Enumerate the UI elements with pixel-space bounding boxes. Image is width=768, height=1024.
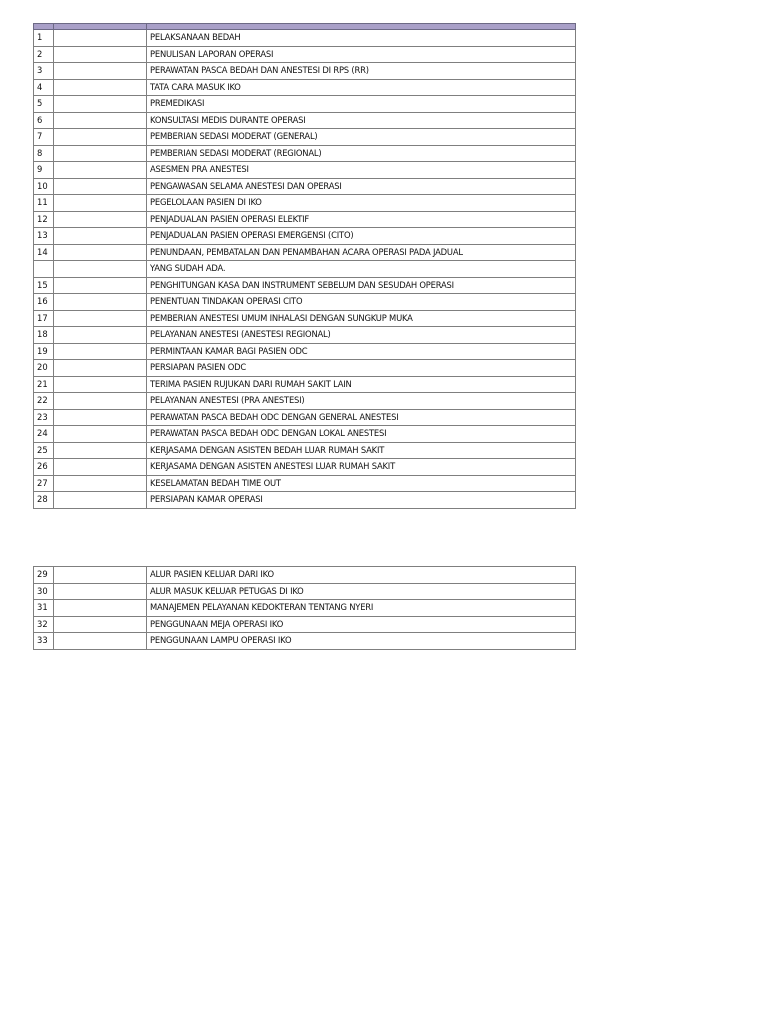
table-row — [34, 145, 576, 162]
empty-cell — [54, 583, 147, 600]
row-number-cell: 31 — [34, 600, 54, 617]
empty-cell — [54, 567, 147, 584]
procedure-title-cell: PENGGUNAAN LAMPU OPERASI IKO — [147, 633, 576, 650]
procedure-title-cell: PEMBERIAN SEDASI MODERAT (GENERAL) — [147, 129, 576, 146]
empty-cell — [54, 327, 147, 344]
empty-cell — [54, 46, 147, 63]
table-row — [34, 633, 576, 650]
empty-cell — [54, 261, 147, 278]
row-number-cell: 5 — [34, 96, 54, 113]
procedure-title-cell: KONSULTASI MEDIS DURANTE OPERASI — [147, 112, 576, 129]
procedure-table-1-body — [34, 24, 576, 509]
empty-cell — [54, 178, 147, 195]
row-number-cell: 7 — [34, 129, 54, 146]
procedure-table-2-body — [34, 567, 576, 650]
procedure-title-cell: PEGELOLAAN PASIEN DI IKO — [147, 195, 576, 212]
row-number-cell: 8 — [34, 145, 54, 162]
table-row — [34, 63, 576, 80]
procedure-title-cell: PENGGUNAAN MEJA OPERASI IKO — [147, 616, 576, 633]
empty-cell — [54, 145, 147, 162]
table-row — [34, 343, 576, 360]
row-number-cell: 2 — [34, 46, 54, 63]
procedure-title-cell: PERSIAPAN PASIEN ODC — [147, 360, 576, 377]
table-row — [34, 475, 576, 492]
empty-cell — [54, 244, 147, 261]
empty-cell — [54, 96, 147, 113]
row-number-cell: 20 — [34, 360, 54, 377]
row-number-cell: 14 — [34, 244, 54, 261]
empty-cell — [54, 393, 147, 410]
row-number-cell — [34, 261, 54, 278]
procedure-title-cell: PERAWATAN PASCA BEDAH DAN ANESTESI DI RPS (RR) — [147, 63, 576, 80]
table-row — [34, 492, 576, 509]
row-number-cell: 9 — [34, 162, 54, 179]
table-row — [34, 112, 576, 129]
empty-cell — [54, 79, 147, 96]
table-row — [34, 46, 576, 63]
table-row — [34, 393, 576, 410]
empty-cell — [54, 112, 147, 129]
row-number-cell: 23 — [34, 409, 54, 426]
table-row — [34, 96, 576, 113]
table-row — [34, 129, 576, 146]
row-number-cell: 10 — [34, 178, 54, 195]
empty-cell — [54, 310, 147, 327]
empty-cell — [54, 426, 147, 443]
empty-cell — [54, 30, 147, 47]
procedure-title-cell: PERMINTAAN KAMAR BAGI PASIEN ODC — [147, 343, 576, 360]
procedure-title-cell: PELAKSANAAN BEDAH — [147, 30, 576, 47]
row-number-cell: 16 — [34, 294, 54, 311]
procedure-title-cell: PENGAWASAN SELAMA ANESTESI DAN OPERASI — [147, 178, 576, 195]
empty-cell — [54, 294, 147, 311]
procedure-title-cell: PENJADUALAN PASIEN OPERASI EMERGENSI (CITO) — [147, 228, 576, 245]
table-row — [34, 178, 576, 195]
empty-cell — [54, 376, 147, 393]
table-row — [34, 244, 576, 261]
row-number-cell: 19 — [34, 343, 54, 360]
empty-cell — [54, 162, 147, 179]
empty-cell — [54, 343, 147, 360]
procedure-title-cell: ASESMEN PRA ANESTESI — [147, 162, 576, 179]
procedure-title-cell: PELAYANAN ANESTESI (PRA ANESTESI) — [147, 393, 576, 410]
row-number-cell: 1 — [34, 30, 54, 47]
procedure-table-1 — [33, 23, 576, 509]
table-row — [34, 261, 576, 278]
empty-cell — [54, 600, 147, 617]
table-row — [34, 459, 576, 476]
procedure-title-cell: TATA CARA MASUK IKO — [147, 79, 576, 96]
row-number-cell: 30 — [34, 583, 54, 600]
procedure-title-cell: ALUR MASUK KELUAR PETUGAS DI IKO — [147, 583, 576, 600]
procedure-title-cell: PEMBERIAN SEDASI MODERAT (REGIONAL) — [147, 145, 576, 162]
table-row — [34, 211, 576, 228]
procedure-title-cell: PENUNDAAN, PEMBATALAN DAN PENAMBAHAN ACARA OPERASI PADA JADUAL — [147, 244, 576, 261]
procedure-title-cell: ALUR PASIEN KELUAR DARI IKO — [147, 567, 576, 584]
row-number-cell: 18 — [34, 327, 54, 344]
row-number-cell: 12 — [34, 211, 54, 228]
procedure-title-cell: TERIMA PASIEN RUJUKAN DARI RUMAH SAKIT LAIN — [147, 376, 576, 393]
table-row — [34, 426, 576, 443]
procedure-title-cell: PELAYANAN ANESTESI (ANESTESI REGIONAL) — [147, 327, 576, 344]
table-row — [34, 360, 576, 377]
empty-cell — [54, 129, 147, 146]
empty-cell — [54, 475, 147, 492]
row-number-cell: 3 — [34, 63, 54, 80]
row-number-cell: 15 — [34, 277, 54, 294]
table-row — [34, 583, 576, 600]
empty-cell — [54, 442, 147, 459]
empty-cell — [54, 633, 147, 650]
procedure-title-cell: PENGHITUNGAN KASA DAN INSTRUMENT SEBELUM DAN SESUDAH OPERASI — [147, 277, 576, 294]
empty-cell — [54, 459, 147, 476]
empty-cell — [54, 195, 147, 212]
row-number-cell: 13 — [34, 228, 54, 245]
procedure-title-cell: PENJADUALAN PASIEN OPERASI ELEKTIF — [147, 211, 576, 228]
row-number-cell: 29 — [34, 567, 54, 584]
row-number-cell: 22 — [34, 393, 54, 410]
procedure-title-cell: PERSIAPAN KAMAR OPERASI — [147, 492, 576, 509]
row-number-cell: 21 — [34, 376, 54, 393]
row-number-cell: 11 — [34, 195, 54, 212]
empty-cell — [54, 211, 147, 228]
procedure-title-cell: YANG SUDAH ADA. — [147, 261, 576, 278]
row-number-cell: 4 — [34, 79, 54, 96]
row-number-cell: 33 — [34, 633, 54, 650]
table-row — [34, 442, 576, 459]
row-number-cell: 6 — [34, 112, 54, 129]
row-number-cell: 17 — [34, 310, 54, 327]
empty-cell — [54, 616, 147, 633]
table-row — [34, 79, 576, 96]
procedure-table-2 — [33, 566, 576, 650]
procedure-title-cell: PERAWATAN PASCA BEDAH ODC DENGAN LOKAL ANESTESI — [147, 426, 576, 443]
table-row — [34, 376, 576, 393]
row-number-cell: 25 — [34, 442, 54, 459]
procedure-title-cell: KERJASAMA DENGAN ASISTEN ANESTESI LUAR RUMAH SAKIT — [147, 459, 576, 476]
table-row — [34, 600, 576, 617]
row-number-cell: 28 — [34, 492, 54, 509]
table-row — [34, 567, 576, 584]
empty-cell — [54, 492, 147, 509]
procedure-title-cell: KESELAMATAN BEDAH TIME OUT — [147, 475, 576, 492]
table-row — [34, 162, 576, 179]
table-row — [34, 409, 576, 426]
table-row — [34, 195, 576, 212]
procedure-title-cell: PREMEDIKASI — [147, 96, 576, 113]
table-row — [34, 277, 576, 294]
table-row — [34, 294, 576, 311]
procedure-title-cell: PENULISAN LAPORAN OPERASI — [147, 46, 576, 63]
row-number-cell: 26 — [34, 459, 54, 476]
table-row — [34, 228, 576, 245]
table-row — [34, 616, 576, 633]
table-row — [34, 310, 576, 327]
procedure-title-cell: PEMBERIAN ANESTESI UMUM INHALASI DENGAN SUNGKUP MUKA — [147, 310, 576, 327]
empty-cell — [54, 277, 147, 294]
empty-cell — [54, 63, 147, 80]
empty-cell — [54, 409, 147, 426]
table-row — [34, 327, 576, 344]
empty-cell — [54, 360, 147, 377]
row-number-cell: 24 — [34, 426, 54, 443]
row-number-cell: 32 — [34, 616, 54, 633]
procedure-title-cell: PENENTUAN TINDAKAN OPERASI CITO — [147, 294, 576, 311]
procedure-title-cell: MANAJEMEN PELAYANAN KEDOKTERAN TENTANG NYERI — [147, 600, 576, 617]
row-number-cell: 27 — [34, 475, 54, 492]
procedure-title-cell: PERAWATAN PASCA BEDAH ODC DENGAN GENERAL ANESTESI — [147, 409, 576, 426]
empty-cell — [54, 228, 147, 245]
table-row — [34, 30, 576, 47]
procedure-title-cell: KERJASAMA DENGAN ASISTEN BEDAH LUAR RUMAH SAKIT — [147, 442, 576, 459]
